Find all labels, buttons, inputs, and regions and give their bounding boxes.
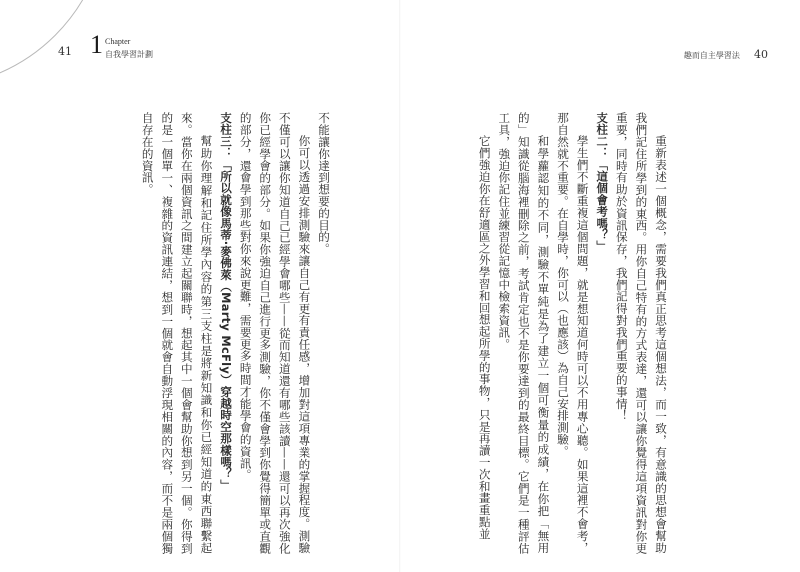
chapter-label: Chapter (105, 37, 131, 46)
left-page-text (83, 112, 333, 554)
chapter-number: 1 (90, 30, 103, 59)
section-heading: 支柱三：「所以就像馬蒂·麥佛萊（Marty McFly）穿越時空那樣嗎？」 (219, 112, 234, 492)
paragraph: 重新表述一個概念，需要我們真正思考這個想法，而一致，有意識的思想會幫助我們記住所學到的東西。用你自己特有的方式表達，還可以讓你覺得這項資訊對你更重要，同時有助於資訊保存，我們記得對我們重要的事情！ (614, 112, 668, 554)
left-page-number: 41 (58, 45, 72, 58)
paragraph: 學生們不斷重複這個問題，就是想知道何時可以不用專心聽。如果這裡不會考，那自然就不重要。在自學時，你可以（也應該）為自己安排測驗。 (556, 112, 590, 554)
paragraph: 不能讓你達到想要的目的。 (317, 112, 331, 255)
right-page-text (420, 112, 670, 554)
right-page-number: 40 (754, 48, 768, 61)
book-gutter (399, 0, 401, 572)
paragraph: 和學蘿認知的不同，測驗不單純是為了建立一個可衡量的成績，在你把「無用的」知識從腦海裡刪除之前，考試肯定也不是你要達到的最終目標。它們是一種評估工具，強迫你記住並練習從記憶中檢索資訊。 (497, 112, 551, 554)
section-heading: 支柱二：「這個會考嗎？」 (595, 112, 610, 253)
right-page-header (684, 43, 768, 62)
chapter-title: 自我學習計劃 (105, 50, 153, 59)
running-title: 趣而自主學習法 (683, 51, 740, 60)
paragraph: 你可以透過安排測驗來讓自己有更有責任感，增加對這項專業的掌握程度。測驗不僅可以讓你知道自己已經學會哪些——從而知道還有哪些該讀——還可以再次強化你已經學會的部分。如果你強迫自己進行更多測驗，你不僅會學到你覺得簡單或直觀的部分，還會學到那些對你來說更難，需要更多時間才能學會的資訊。 (238, 112, 312, 554)
paragraph: 幫助你理解和記住所學內容的第三支柱是將新知識和你已經知道的東西聯繫起來。當你在兩個資訊之間建立起關聯時，想起其中一個會幫助你想到另一個。你得到的是一個單一、複雜的資訊連結，想到一個就會自動浮現相關的內容，而不是兩個獨自存在的資訊。 (140, 112, 214, 554)
paragraph: 它們強迫你在舒適區之外學習和回想起所學的事物，只是再讀一次和畫重點並 (477, 135, 492, 540)
